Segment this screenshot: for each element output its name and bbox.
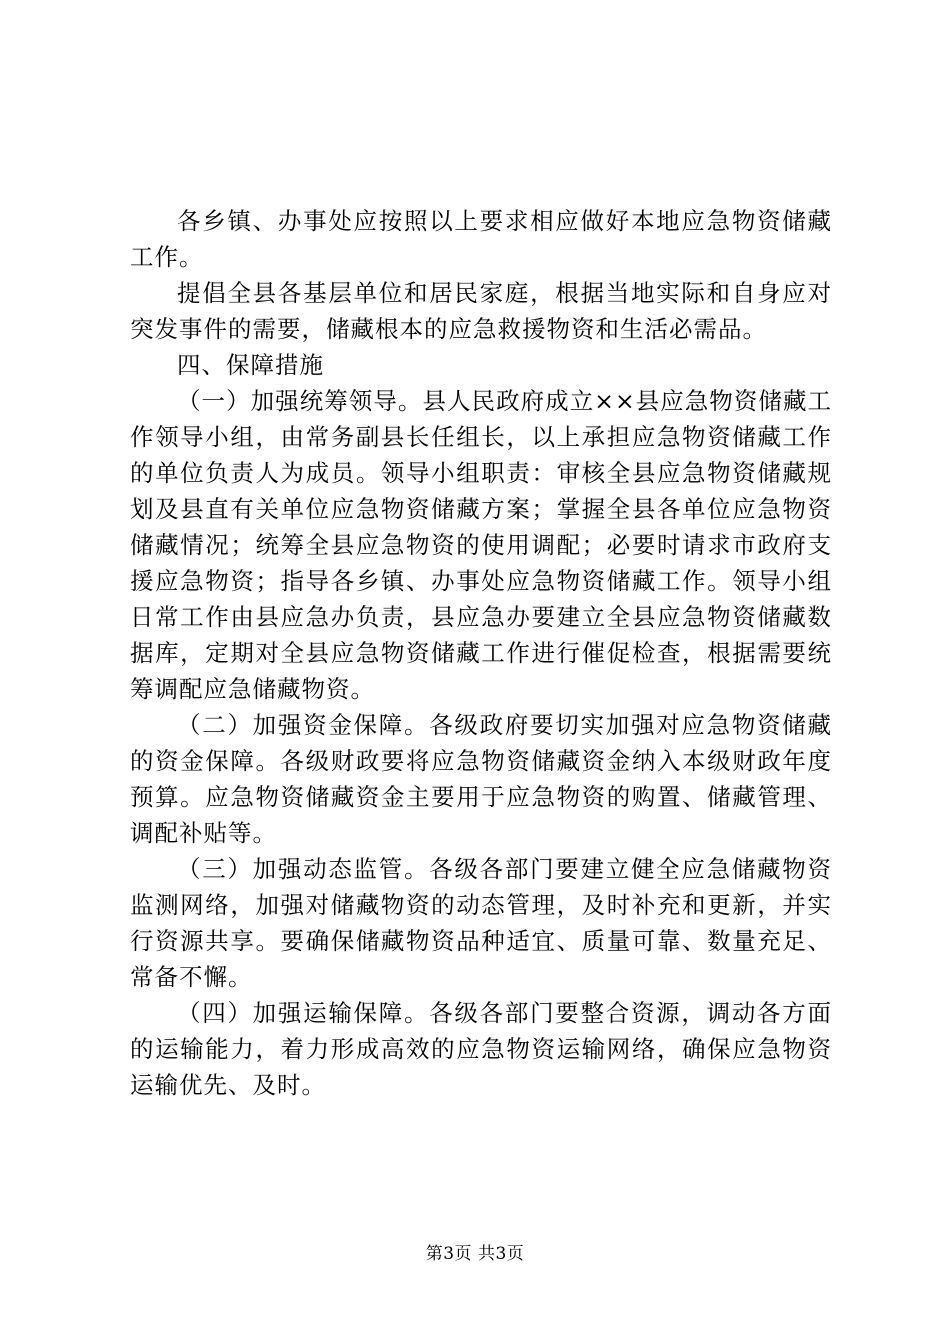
section-heading: 四、保障措施 xyxy=(177,351,324,379)
page-footer: 第3页 共3页 xyxy=(425,1244,525,1264)
measure-paragraph: （一）加强统筹领导。县人民政府成立××县应急物资储藏工作领导小组，由常务副县长任组长，以上承担应急物资储藏工作的单位负责人为成员。领导小组职责：审核全县应急物资储藏规划及县直有关单位应急物资储藏方案；掌握全县各单位应急物资储藏情况；统筹全县应急物资的使用调配；必要时请求市政府支援应急物资；指导各乡镇、办事处应急物资储藏工作。领导小组日常工作由县应急办负责，县应急办要建立全县应急物资储藏数据库，定期对全县应急物资储藏工作进行催促检查，根据需要统筹调配应急储藏物资。 xyxy=(130,387,832,703)
paragraph: 各乡镇、办事处应按照以上要求相应做好本地应急物资储藏工作。 xyxy=(130,207,832,271)
document-body xyxy=(130,203,832,1103)
measure-paragraph: （三）加强动态监管。各级各部门要建立健全应急储藏物资监测网络，加强对储藏物资的动态管理，及时补充和更新，并实行资源共享。要确保储藏物资品种适宜、质量可靠、数量充足、常备不懈。 xyxy=(130,855,832,991)
measure-paragraph: （二）加强资金保障。各级政府要切实加强对应急物资储藏的资金保障。各级财政要将应急物资储藏资金纳入本级财政年度预算。应急物资储藏资金主要用于应急物资的购置、储藏管理、调配补贴等。 xyxy=(130,711,832,847)
paragraph: 提倡全县各基层单位和居民家庭，根据当地实际和自身应对突发事件的需要，储藏根本的应急救援物资和生活必需品。 xyxy=(130,279,832,343)
measure-paragraph: （四）加强运输保障。各级各部门要整合资源，调动各方面的运输能力，着力形成高效的应急物资运输网络，确保应急物资运输优先、及时。 xyxy=(130,999,832,1099)
